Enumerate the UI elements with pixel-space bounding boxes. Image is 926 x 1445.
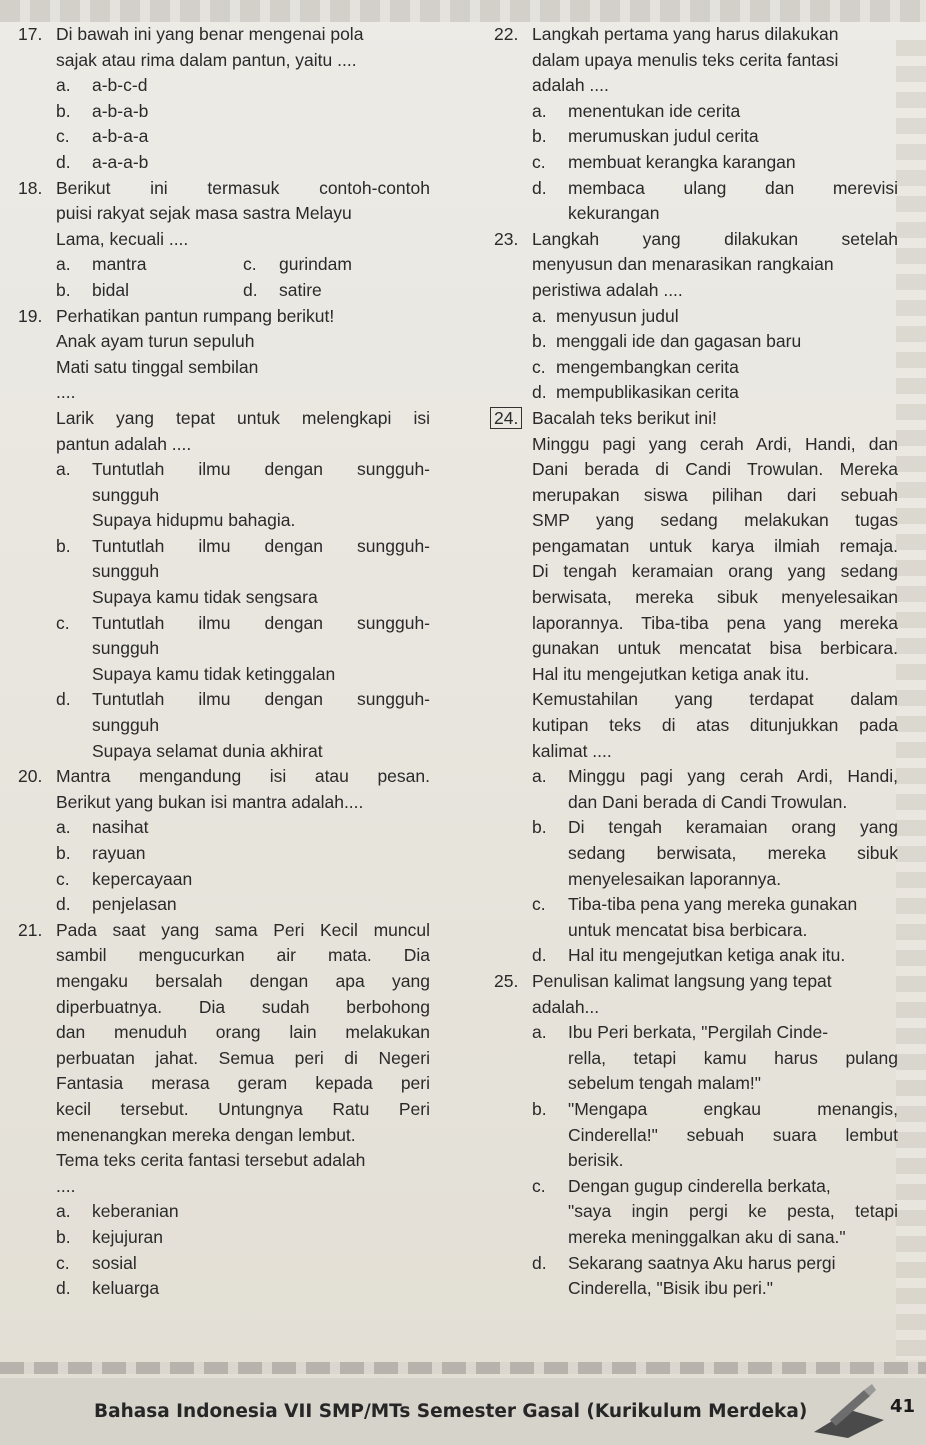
question-number: 17. bbox=[18, 24, 43, 44]
question-text: Penulisan kalimat langsung yang tepat bbox=[532, 970, 832, 991]
option-d bbox=[532, 176, 898, 227]
option-text: satire bbox=[279, 279, 322, 300]
question-number: 25. bbox=[494, 970, 519, 991]
question-text: Di bawah ini yang benar mengenai pola bbox=[56, 24, 364, 44]
question-text: .... bbox=[56, 1175, 76, 1196]
option-text: Supaya kamu tidak sengsara bbox=[92, 587, 318, 608]
option-letter: d. bbox=[56, 1278, 71, 1299]
question-text: Perhatikan pantun rumpang berikut! bbox=[56, 305, 335, 326]
question-number: 20. bbox=[18, 766, 43, 787]
option-c bbox=[56, 867, 430, 893]
option-text: Supaya hidupmu bahagia. bbox=[92, 510, 296, 531]
option-text: mempublikasikan cerita bbox=[556, 382, 739, 403]
option-text: Tiba-tiba pena yang mereka gunakan bbox=[568, 894, 858, 915]
option-letter: b. bbox=[532, 1098, 547, 1119]
option-text: sedang berwisata, mereka sibuk bbox=[568, 843, 898, 863]
option-text: Minggu pagi yang cerah Ardi, Handi, bbox=[568, 766, 898, 787]
option-b bbox=[532, 329, 898, 355]
option-text: berisik. bbox=[568, 1150, 624, 1171]
option-b bbox=[56, 1225, 430, 1251]
top-decoration bbox=[0, 0, 926, 22]
question-text: diperbuatnya. Dia sudah berbohong bbox=[56, 996, 430, 1017]
option-b bbox=[56, 534, 430, 611]
option-text: merumuskan judul cerita bbox=[568, 126, 759, 147]
option-text: membuat kerangka karangan bbox=[568, 151, 796, 172]
option-text: mantra bbox=[92, 254, 147, 275]
option-text: nasihat bbox=[92, 817, 149, 838]
option-text: Hal itu mengejutkan ketiga anak itu. bbox=[568, 945, 846, 966]
option-a bbox=[56, 815, 430, 841]
option-d bbox=[56, 1276, 430, 1302]
question-text: Fantasia merasa geram kepada peri bbox=[56, 1073, 430, 1094]
option-d bbox=[532, 1251, 898, 1302]
option-text: Supaya selamat dunia akhirat bbox=[92, 740, 323, 761]
option-b bbox=[56, 278, 243, 304]
question-number: 18. bbox=[18, 177, 43, 198]
option-a bbox=[56, 73, 430, 99]
passage-line: Minggu pagi yang cerah Ardi, Handi, dan bbox=[532, 433, 898, 454]
option-letter: a. bbox=[532, 305, 547, 326]
option-letter: c. bbox=[532, 356, 546, 377]
option-text: Supaya kamu tidak ketinggalan bbox=[92, 663, 336, 684]
option-letter: c. bbox=[532, 894, 546, 915]
option-letter: a. bbox=[56, 1201, 71, 1222]
option-b bbox=[56, 841, 430, 867]
option-d bbox=[56, 687, 430, 764]
question-text: Tema teks cerita fantasi tersebut adalah bbox=[56, 1150, 366, 1171]
question-number: 21. bbox=[18, 919, 43, 940]
option-text: membaca ulang dan merevisi bbox=[568, 177, 898, 198]
option-text: Sekarang saatnya Aku harus pergi bbox=[568, 1252, 836, 1273]
pantun-line: Anak ayam turun sepuluh bbox=[56, 331, 255, 352]
option-letter: a. bbox=[56, 459, 71, 480]
option-letter: d. bbox=[243, 279, 258, 300]
option-text: sungguh bbox=[92, 484, 160, 505]
option-text: rella, tetapi kamu harus pulang bbox=[568, 1047, 898, 1068]
option-text: kepercayaan bbox=[92, 868, 193, 889]
option-text: Cinderella, "Bisik ibu peri." bbox=[568, 1278, 774, 1299]
option-a bbox=[532, 1020, 898, 1097]
option-letter: c. bbox=[532, 1175, 546, 1196]
option-text: dan Dani berada di Candi Trowulan. bbox=[568, 791, 848, 812]
passage-line: pengamatan untuk karya ilmiah remaja. bbox=[532, 535, 898, 556]
option-d bbox=[56, 892, 430, 918]
question-text: Mantra mengandung isi atau pesan. bbox=[56, 766, 430, 787]
option-text: sungguh bbox=[92, 638, 160, 659]
option-letter: b. bbox=[56, 843, 71, 863]
option-text: sungguh bbox=[92, 715, 160, 736]
option-a bbox=[532, 304, 898, 330]
question-text: peristiwa adalah .... bbox=[532, 279, 683, 300]
option-c bbox=[532, 1174, 898, 1251]
question-text: puisi rakyat sejak masa sastra Melayu bbox=[56, 203, 352, 224]
question-text: Kemustahilan yang terdapat dalam bbox=[532, 689, 898, 710]
option-text: Cinderella!" sebuah suara lembut bbox=[568, 1124, 898, 1145]
question-text: Pada saat yang sama Peri Kecil muncul bbox=[56, 919, 430, 940]
option-text: Ibu Peri berkata, "Pergilah Cinde- bbox=[568, 1022, 829, 1043]
edge-decoration bbox=[896, 40, 926, 1360]
option-text: mengembangkan cerita bbox=[556, 356, 739, 377]
question-24 bbox=[494, 406, 898, 969]
option-text: kekurangan bbox=[568, 203, 660, 224]
option-text: menyusun judul bbox=[556, 305, 679, 326]
option-text: a-b-a-a bbox=[92, 126, 149, 147]
option-text: a-a-a-b bbox=[92, 151, 149, 172]
option-text: menyelesaikan laporannya. bbox=[568, 868, 782, 889]
option-d bbox=[532, 380, 898, 406]
pantun-blank: .... bbox=[56, 382, 76, 403]
question-text: mengaku bersalah dengan apa yang bbox=[56, 970, 430, 991]
question-text: menyusun dan menarasikan rangkaian bbox=[532, 254, 834, 275]
option-letter: d. bbox=[56, 689, 71, 710]
option-text: rayuan bbox=[92, 843, 146, 863]
option-text: a-b-a-b bbox=[92, 100, 149, 121]
option-letter: c. bbox=[532, 151, 546, 172]
option-letter: c. bbox=[56, 612, 70, 633]
option-a bbox=[56, 252, 243, 278]
question-number bbox=[494, 406, 522, 432]
option-b bbox=[56, 99, 430, 125]
question-text: Berikut yang bukan isi mantra adalah.... bbox=[56, 791, 364, 812]
question-text: Langkah yang dilakukan setelah bbox=[532, 228, 898, 249]
passage-line: Dani berada di Candi Trowulan. Mereka bbox=[532, 459, 898, 480]
option-c bbox=[56, 1251, 430, 1277]
question-number: 19. bbox=[18, 305, 43, 326]
option-letter: b. bbox=[532, 817, 547, 838]
question-text: perbuatan jahat. Semua peri di Negeri bbox=[56, 1047, 430, 1068]
option-text: Tuntutlah ilmu dengan sungguh- bbox=[92, 459, 430, 480]
option-letter: b. bbox=[532, 126, 547, 147]
option-text: mereka meninggalkan aku di sana." bbox=[568, 1226, 846, 1247]
question-18 bbox=[18, 176, 430, 304]
option-letter: b. bbox=[56, 279, 71, 300]
option-letter: d. bbox=[532, 1252, 547, 1273]
option-c bbox=[532, 892, 898, 943]
options-row bbox=[56, 252, 430, 278]
option-text: bidal bbox=[92, 279, 129, 300]
question-text: kutipan teks di atas ditunjukkan pada bbox=[532, 715, 898, 736]
option-a bbox=[56, 1199, 430, 1225]
option-letter: d. bbox=[532, 177, 547, 198]
footer-divider bbox=[0, 1362, 926, 1374]
option-text: "saya ingin pergi ke pesta, tetapi bbox=[568, 1201, 898, 1222]
option-letter: a. bbox=[56, 254, 71, 275]
question-21 bbox=[18, 918, 430, 1302]
option-c bbox=[532, 355, 898, 381]
option-text: Dengan gugup cinderella berkata, bbox=[568, 1175, 831, 1196]
option-a bbox=[56, 457, 430, 534]
option-letter: c. bbox=[56, 126, 70, 147]
question-text: Larik yang tepat untuk melengkapi isi bbox=[56, 407, 430, 428]
option-letter: a. bbox=[532, 100, 547, 121]
option-letter: b. bbox=[56, 535, 71, 556]
pantun-line: Mati satu tinggal sembilan bbox=[56, 356, 259, 377]
option-letter: d. bbox=[532, 945, 547, 966]
option-letter: b. bbox=[56, 1226, 71, 1247]
option-text: sosial bbox=[92, 1252, 137, 1273]
question-text: dalam upaya menulis teks cerita fantasi bbox=[532, 49, 839, 70]
question-text: Bacalah teks berikut ini! bbox=[532, 407, 717, 428]
question-number: 22. bbox=[494, 24, 519, 44]
question-text: dan menuduh orang lain melakukan bbox=[56, 1022, 430, 1043]
question-text: adalah .... bbox=[532, 75, 609, 96]
option-text: "Mengapa engkau menangis, bbox=[568, 1098, 898, 1119]
option-text: sungguh bbox=[92, 561, 160, 582]
option-letter: a. bbox=[56, 817, 71, 838]
footer-book-title: Bahasa Indonesia VII SMP/MTs Semester Gasal (Kurikulum Merdeka) bbox=[94, 1401, 808, 1422]
question-number-box: 24. bbox=[490, 407, 522, 429]
option-text: menentukan ide cerita bbox=[568, 100, 741, 121]
option-text: Di tengah keramaian orang yang bbox=[568, 817, 898, 838]
question-20 bbox=[18, 764, 430, 918]
option-c bbox=[532, 150, 898, 176]
passage-line: berwisata, mereka sibuk menyelesaikan bbox=[532, 587, 898, 608]
question-text: sambil mengucurkan air mata. Dia bbox=[56, 945, 430, 966]
question-25 bbox=[494, 969, 898, 1302]
question-text: Langkah pertama yang harus dilakukan bbox=[532, 24, 839, 44]
right-column bbox=[494, 22, 898, 1302]
passage-line: merupakan siswa pilihan dari sebuah bbox=[532, 484, 898, 505]
pencil-book-icon bbox=[810, 1380, 888, 1438]
option-text: Tuntutlah ilmu dengan sungguh- bbox=[92, 689, 430, 710]
passage-line: Di tengah keramaian orang yang sedang bbox=[532, 561, 898, 582]
option-text: gurindam bbox=[279, 254, 352, 275]
option-letter: d. bbox=[56, 151, 71, 172]
option-letter: c. bbox=[243, 254, 257, 275]
options-row bbox=[56, 278, 430, 304]
passage-line: Hal itu mengejutkan ketiga anak itu. bbox=[532, 663, 810, 684]
option-a bbox=[532, 764, 898, 815]
page-number: 41 bbox=[890, 1396, 916, 1417]
option-b bbox=[532, 124, 898, 150]
question-17 bbox=[18, 22, 430, 176]
question-23 bbox=[494, 227, 898, 406]
option-d bbox=[243, 278, 430, 304]
option-letter: d. bbox=[56, 894, 71, 915]
option-text: Tuntutlah ilmu dengan sungguh- bbox=[92, 612, 430, 633]
option-c bbox=[243, 252, 430, 278]
option-text: sebelum tengah malam!" bbox=[568, 1073, 761, 1094]
option-text: a-b-c-d bbox=[92, 75, 148, 96]
option-text: menggali ide dan gagasan baru bbox=[556, 331, 802, 352]
option-letter: d. bbox=[532, 382, 547, 403]
option-letter: b. bbox=[532, 331, 547, 352]
question-text: pantun adalah .... bbox=[56, 433, 192, 454]
question-text: kecil tersebut. Untungnya Ratu Peri bbox=[56, 1098, 430, 1119]
question-text: menenangkan mereka dengan lembut. bbox=[56, 1124, 356, 1145]
option-text: keluarga bbox=[92, 1278, 160, 1299]
option-text: kejujuran bbox=[92, 1226, 164, 1247]
option-c bbox=[56, 611, 430, 688]
option-text: penjelasan bbox=[92, 894, 177, 915]
option-letter: a. bbox=[56, 75, 71, 96]
option-letter: a. bbox=[532, 1022, 547, 1043]
option-a bbox=[532, 99, 898, 125]
option-text: Tuntutlah ilmu dengan sungguh- bbox=[92, 535, 430, 556]
question-number: 23. bbox=[494, 228, 519, 249]
option-letter: a. bbox=[532, 766, 547, 787]
passage-line: SMP yang sedang melakukan tugas bbox=[532, 510, 898, 531]
option-c bbox=[56, 124, 430, 150]
left-column bbox=[18, 22, 430, 1302]
option-text: untuk mencatat bisa berbicara. bbox=[568, 919, 808, 940]
option-text: keberanian bbox=[92, 1201, 179, 1222]
question-text: kalimat .... bbox=[532, 740, 612, 761]
question-19 bbox=[18, 304, 430, 765]
passage-line: laporannya. Tiba-tiba pena yang mereka bbox=[532, 612, 898, 633]
option-b bbox=[532, 815, 898, 892]
question-22 bbox=[494, 22, 898, 227]
question-text: Lama, kecuali .... bbox=[56, 228, 189, 249]
option-b bbox=[532, 1097, 898, 1174]
option-letter: c. bbox=[56, 868, 70, 889]
question-text: sajak atau rima dalam pantun, yaitu .... bbox=[56, 49, 357, 70]
option-letter: c. bbox=[56, 1252, 70, 1273]
question-text: Berikut ini termasuk contoh-contoh bbox=[56, 177, 430, 198]
option-letter: b. bbox=[56, 100, 71, 121]
passage-line: gunakan untuk mencatat bisa berbicara. bbox=[532, 638, 898, 659]
option-d bbox=[532, 943, 898, 969]
option-d bbox=[56, 150, 430, 176]
question-text: adalah... bbox=[532, 996, 600, 1017]
